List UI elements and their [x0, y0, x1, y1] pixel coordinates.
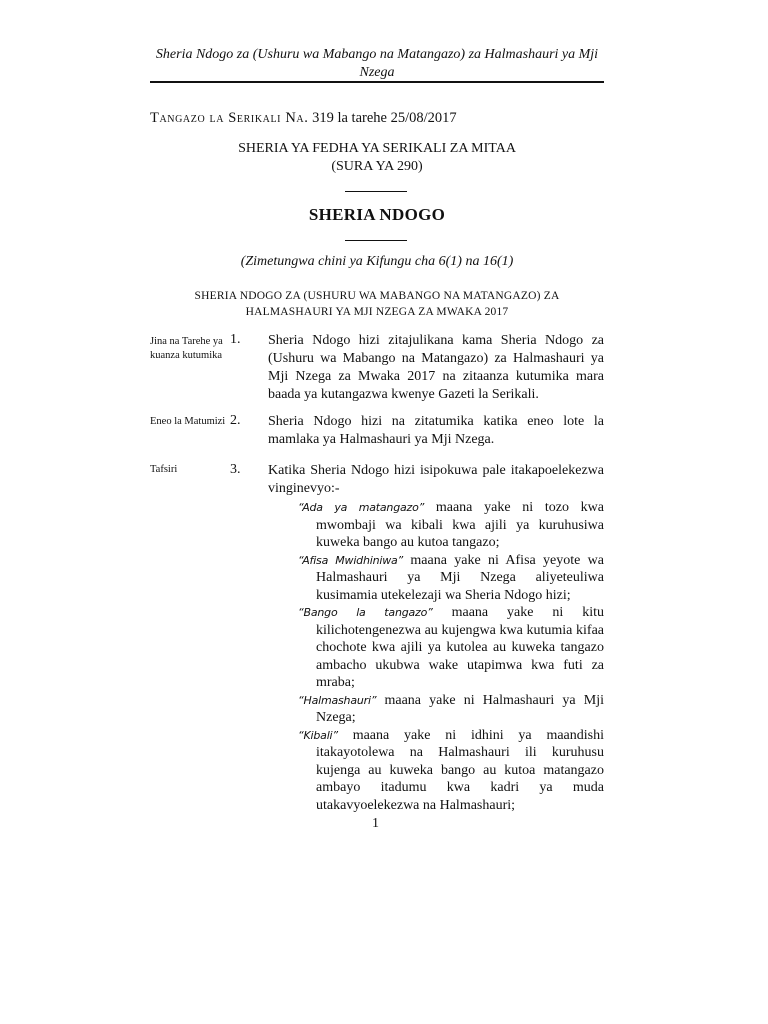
- definition-text: maana yake ni Halmashauri ya Mji Nzega;: [316, 692, 604, 725]
- section-text-application: Sheria Ndogo hizi na zitatumika katika eneo lote la mamlaka ya Halmashauri ya Mji Nzega.: [268, 414, 604, 447]
- definitions-list: [298, 499, 604, 814]
- gazette-notice: [150, 110, 457, 127]
- title-divider-bottom: [345, 240, 407, 241]
- act-title: [150, 140, 604, 176]
- section-number: 1.: [230, 332, 241, 347]
- margin-note-title-commencement: Jina na Tarehe ya kuanza kutumika: [150, 336, 223, 361]
- citation-title: [150, 288, 604, 320]
- section-text-title-commencement: Sheria Ndogo hizi zitajulikana kama Sheria Ndogo za (Ushuru wa Mabango na Matangazo) za Halmashauri ya Mji Nzega za Mwaka 2017 na zitaanza kutumika mara baada ya kutangazwa kwenye Gazeti la Serikali.: [268, 333, 604, 402]
- definition-text: maana yake ni Afisa yeyote wa Halmashauri ya Mji Nzega aliyeteuliwa kusimamia utekelezaji wa Sheria Ndogo hizi;: [316, 552, 605, 603]
- citation-title-line: SHERIA NDOGO ZA (USHURU WA MABANGO NA MATANGAZO) ZA: [194, 290, 560, 302]
- definition-item: [298, 499, 604, 552]
- definition-text: maana yake ni kitu kilichotengenezwa au kujengwa kwa kutumia kifaa chochote kwa ajili ya kutolea au kuweka tangazo ambacho ukubwa wake utapimwa kwa futi za mraba;: [316, 605, 604, 690]
- page-number: 1: [372, 816, 379, 831]
- defined-term: “Kibali”: [298, 728, 338, 742]
- section-text-interpretation: Katika Sheria Ndogo hizi isipokuwa pale itakapoelekezwa vinginevyo:-: [268, 463, 604, 496]
- section-number: 2.: [230, 413, 241, 428]
- definition-item: [298, 692, 604, 727]
- definition-item: [298, 604, 604, 692]
- bylaw-heading: SHERIA NDOGO: [308, 205, 446, 224]
- gazette-notice-details: 319 la tarehe 25/08/2017: [308, 110, 457, 126]
- enabling-provision: (Zimetungwa chini ya Kifungu cha 6(1) na 16(1): [240, 254, 514, 269]
- title-divider-top: [345, 191, 407, 192]
- definition-item: [298, 552, 604, 605]
- definition-text: maana yake ni idhini ya maandishi itakayotolewa na Halmashauri ili kuruhusu kujenga au kuweka bango au kutoa matangazo ambayo itadumu kwa kadri ya muda utakavyoelekezwa na Halmashauri;: [316, 727, 604, 813]
- running-header: Sheria Ndogo za (Ushuru wa Mabango na Matangazo) za Halmashauri ya Mji Nzega: [155, 47, 599, 80]
- margin-note-application: Eneo la Matumizi: [150, 416, 226, 427]
- margin-note-interpretation: Tafsiri: [150, 464, 178, 475]
- defined-term: “Bango la tangazo”: [298, 606, 433, 619]
- act-chapter: (SURA YA 290): [331, 159, 423, 174]
- act-title-line: SHERIA YA FEDHA YA SERIKALI ZA MITAA: [238, 141, 516, 156]
- defined-term: “Ada ya matangazo”: [298, 501, 425, 514]
- definition-text: maana yake ni tozo kwa mwombaji wa kibali kwa ajili ya kuruhusiwa kuweka bango au kutoa tangazo;: [316, 500, 604, 550]
- defined-term: “Afisa Mwidhiniwa”: [298, 553, 404, 567]
- definition-item: [298, 727, 604, 815]
- defined-term: “Halmashauri”: [298, 693, 377, 707]
- section-number: 3.: [230, 462, 241, 477]
- gazette-notice-prefix: Tangazo la Serikali Na.: [150, 110, 309, 126]
- citation-title-line: HALMASHAURI YA MJI NZEGA ZA MWAKA 2017: [245, 306, 509, 318]
- header-divider: [150, 81, 604, 83]
